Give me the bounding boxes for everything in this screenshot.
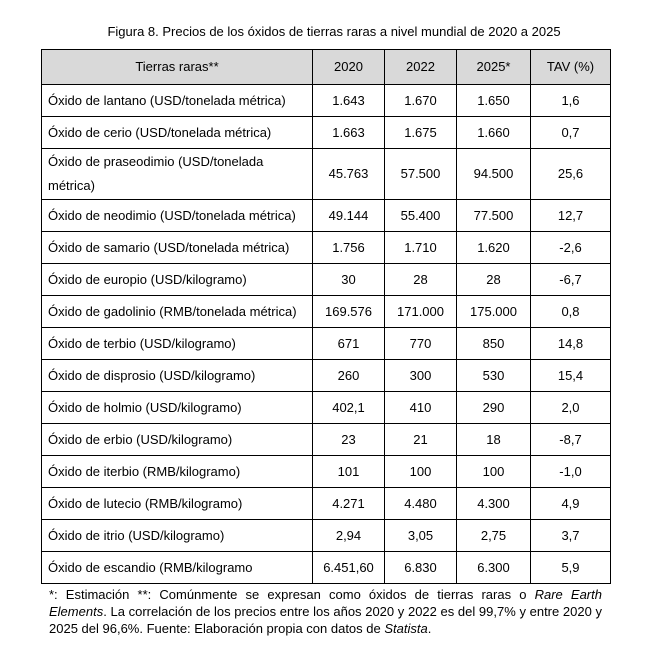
cell-2020: 260 [313,360,385,392]
cell-2020: 1.643 [313,85,385,117]
cell-tav: 1,6 [531,85,611,117]
header-tav: TAV (%) [531,50,611,85]
cell-2022: 1.710 [385,232,457,264]
cell-rare-earth: Óxido de itrio (USD/kilogramo) [42,520,313,552]
table-row [42,149,611,200]
table-header-row [42,50,611,85]
cell-tav: 5,9 [531,552,611,584]
cell-2025: 6.300 [457,552,531,584]
cell-tav: -2,6 [531,232,611,264]
cell-tav: 0,8 [531,296,611,328]
cell-2022: 55.400 [385,200,457,232]
cell-2025: 1.650 [457,85,531,117]
figure-caption: Figura 8. Precios de los óxidos de tierras raras a nivel mundial de 2020 a 2025 [107,24,561,39]
table-row [42,117,611,149]
cell-2020: 101 [313,456,385,488]
cell-rare-earth: Óxido de samario (USD/tonelada métrica) [42,232,313,264]
cell-2025: 4.300 [457,488,531,520]
cell-tav: 3,7 [531,520,611,552]
table-row [42,456,611,488]
table-row [42,296,611,328]
cell-2022: 1.675 [385,117,457,149]
cell-2022: 100 [385,456,457,488]
cell-2022: 300 [385,360,457,392]
cell-2020: 23 [313,424,385,456]
cell-2025: 2,75 [457,520,531,552]
cell-2022: 4.480 [385,488,457,520]
table-row [42,232,611,264]
cell-2020: 402,1 [313,392,385,424]
cell-tav: 14,8 [531,328,611,360]
cell-2025: 530 [457,360,531,392]
cell-2020: 1.756 [313,232,385,264]
cell-2025: 18 [457,424,531,456]
table-row [42,200,611,232]
cell-tav: 15,4 [531,360,611,392]
cell-2022: 171.000 [385,296,457,328]
cell-2020: 6.451,60 [313,552,385,584]
header-rare-earth: Tierras raras** [42,50,313,85]
cell-rare-earth: Óxido de gadolinio (RMB/tonelada métrica) [42,296,313,328]
footnote-italic-statista: Statista [384,621,428,636]
cell-2025: 94.500 [457,149,531,200]
cell-2020: 169.576 [313,296,385,328]
cell-tav: 12,7 [531,200,611,232]
cell-2022: 770 [385,328,457,360]
cell-2025: 77.500 [457,200,531,232]
table-row [42,520,611,552]
cell-rare-earth: Óxido de lantano (USD/tonelada métrica) [42,85,313,117]
cell-2020: 30 [313,264,385,296]
cell-2022: 21 [385,424,457,456]
cell-tav: 4,9 [531,488,611,520]
footnote-text-2: . La correlación de los precios entre los años 2020 y 2022 es del 99,7% y entre 2020 y 2025 del 96,6%. Fuente: Elaboración propia con datos de [49,604,602,636]
table-row [42,328,611,360]
cell-rare-earth: Óxido de lutecio (RMB/kilogramo) [42,488,313,520]
cell-2020: 1.663 [313,117,385,149]
cell-rare-earth: Óxido de disprosio (USD/kilogramo) [42,360,313,392]
table-body [42,85,611,584]
rare-earth-price-table [41,49,611,584]
cell-rare-earth: Óxido de neodimio (USD/tonelada métrica) [42,200,313,232]
cell-2020: 4.271 [313,488,385,520]
header-2020: 2020 [313,50,385,85]
table-row [42,85,611,117]
cell-2025: 850 [457,328,531,360]
header-2022: 2022 [385,50,457,85]
cell-2020: 45.763 [313,149,385,200]
table-row [42,552,611,584]
cell-rare-earth: Óxido de praseodimio (USD/tonelada métrica) [42,149,313,200]
cell-tav: -8,7 [531,424,611,456]
header-2025: 2025* [457,50,531,85]
cell-2025: 28 [457,264,531,296]
cell-2020: 2,94 [313,520,385,552]
cell-tav: -1,0 [531,456,611,488]
cell-2022: 410 [385,392,457,424]
table-row [42,424,611,456]
cell-rare-earth: Óxido de terbio (USD/kilogramo) [42,328,313,360]
cell-2025: 1.620 [457,232,531,264]
table-row [42,264,611,296]
cell-2020: 49.144 [313,200,385,232]
cell-rare-earth: Óxido de escandio (RMB/kilogramo [42,552,313,584]
cell-rare-earth: Óxido de europio (USD/kilogramo) [42,264,313,296]
table-row [42,392,611,424]
cell-2025: 100 [457,456,531,488]
cell-2022: 3,05 [385,520,457,552]
cell-2025: 290 [457,392,531,424]
cell-rare-earth: Óxido de iterbio (RMB/kilogramo) [42,456,313,488]
cell-2020: 671 [313,328,385,360]
cell-2022: 1.670 [385,85,457,117]
cell-tav: 2,0 [531,392,611,424]
table-row [42,360,611,392]
footnote-text-3: . [427,621,432,636]
cell-tav: 0,7 [531,117,611,149]
cell-2025: 1.660 [457,117,531,149]
cell-2022: 28 [385,264,457,296]
cell-tav: -6,7 [531,264,611,296]
cell-tav: 25,6 [531,149,611,200]
table-row [42,488,611,520]
footnote [49,586,602,637]
cell-rare-earth: Óxido de holmio (USD/kilogramo) [42,392,313,424]
cell-2025: 175.000 [457,296,531,328]
cell-rare-earth: Óxido de cerio (USD/tonelada métrica) [42,117,313,149]
cell-2022: 57.500 [385,149,457,200]
footnote-text-1: *: Estimación **: Comúnmente se expresan como óxidos de tierras raras o [49,587,535,602]
cell-rare-earth: Óxido de erbio (USD/kilogramo) [42,424,313,456]
footnote-italic-rare-earth-elements: Rare Earth Elements [49,587,602,619]
cell-2022: 6.830 [385,552,457,584]
